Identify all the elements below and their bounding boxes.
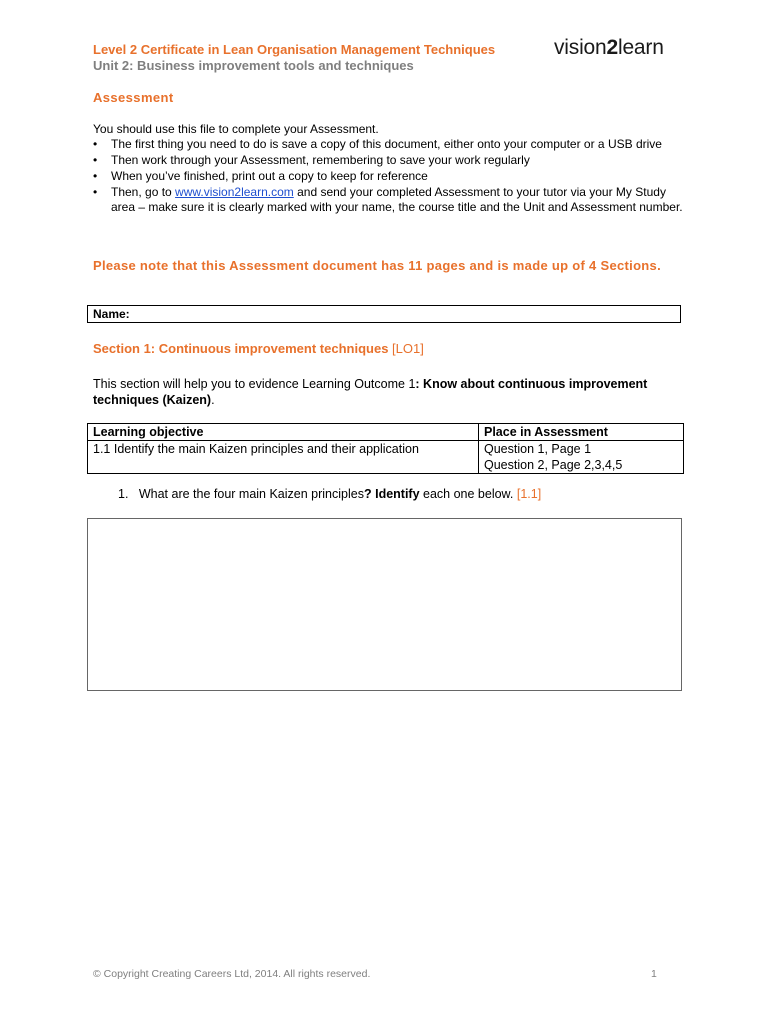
course-title: Level 2 Certificate in Lean Organisation Management Techniques bbox=[93, 42, 496, 57]
table-header-objective: Learning objective bbox=[88, 424, 479, 441]
table-header-place: Place in Assessment bbox=[479, 424, 684, 441]
copyright-footer: © Copyright Creating Careers Ltd, 2014. All rights reserved. bbox=[93, 968, 371, 980]
question-text-after: each one below. bbox=[419, 487, 514, 501]
logo-part-3: learn bbox=[617, 36, 664, 59]
section-1-heading bbox=[93, 341, 424, 356]
section-1-title: Section 1: Continuous improvement techniques bbox=[93, 341, 389, 356]
place-line-2: Question 2, Page 2,3,4,5 bbox=[484, 458, 623, 472]
question-ref: [1.1] bbox=[516, 487, 542, 501]
instruction-list bbox=[93, 137, 683, 216]
place-cell bbox=[479, 441, 684, 474]
vision2learn-link[interactable]: www.vision2learn.com bbox=[175, 185, 294, 199]
question-1 bbox=[118, 487, 541, 501]
instruction-item: • When you’ve finished, print out a copy to keep for reference bbox=[93, 169, 683, 184]
learning-outcome-tag: [LO1] bbox=[392, 341, 424, 356]
evidence-bold: : Know about continuous improvement techniques (Kaizen) bbox=[93, 377, 648, 407]
assessment-heading: Assessment bbox=[93, 90, 174, 105]
evidence-prefix: This section will help you to evidence Learning Outcome 1 bbox=[93, 377, 416, 391]
learning-outcome-text bbox=[93, 376, 683, 408]
instruction-item: • Then work through your Assessment, remembering to save your work regularly bbox=[93, 153, 683, 168]
instruction-prefix: Then, go to bbox=[111, 185, 176, 199]
vision2learn-logo bbox=[554, 36, 664, 60]
place-line-1: Question 1, Page 1 bbox=[484, 442, 592, 456]
question-text-before: What are the four main Kaizen principles bbox=[138, 487, 364, 501]
page-count-note: Please note that this Assessment document has 11 pages and is made up of 4 Sections. bbox=[93, 258, 661, 273]
name-field[interactable] bbox=[87, 305, 681, 323]
instruction-suffix: and send your completed Assessment to your tutor via your My Study area – make sure it is clearly marked with your name, the course title and the Unit and Assessment number. bbox=[111, 185, 683, 214]
objective-cell: 1.1 Identify the main Kaizen principles and their application bbox=[88, 441, 479, 474]
answer-box[interactable] bbox=[87, 518, 682, 691]
instruction-item bbox=[93, 185, 683, 215]
logo-part-2: 2 bbox=[606, 36, 618, 59]
learning-objective-table bbox=[87, 423, 684, 474]
name-label: Name: bbox=[93, 307, 130, 321]
evidence-suffix: . bbox=[211, 393, 215, 407]
table-row bbox=[88, 441, 684, 474]
table-header-row bbox=[88, 424, 684, 441]
unit-title: Unit 2: Business improvement tools and techniques bbox=[93, 58, 414, 73]
page-number: 1 bbox=[651, 968, 657, 980]
logo-part-1: vision bbox=[554, 36, 607, 59]
question-text-bold: ? Identify bbox=[363, 487, 420, 501]
assessment-intro: You should use this file to complete your Assessment. bbox=[93, 122, 379, 136]
instruction-item: • The first thing you need to do is save a copy of this document, either onto your computer or a USB drive bbox=[93, 137, 683, 152]
question-number: 1. bbox=[118, 487, 129, 501]
